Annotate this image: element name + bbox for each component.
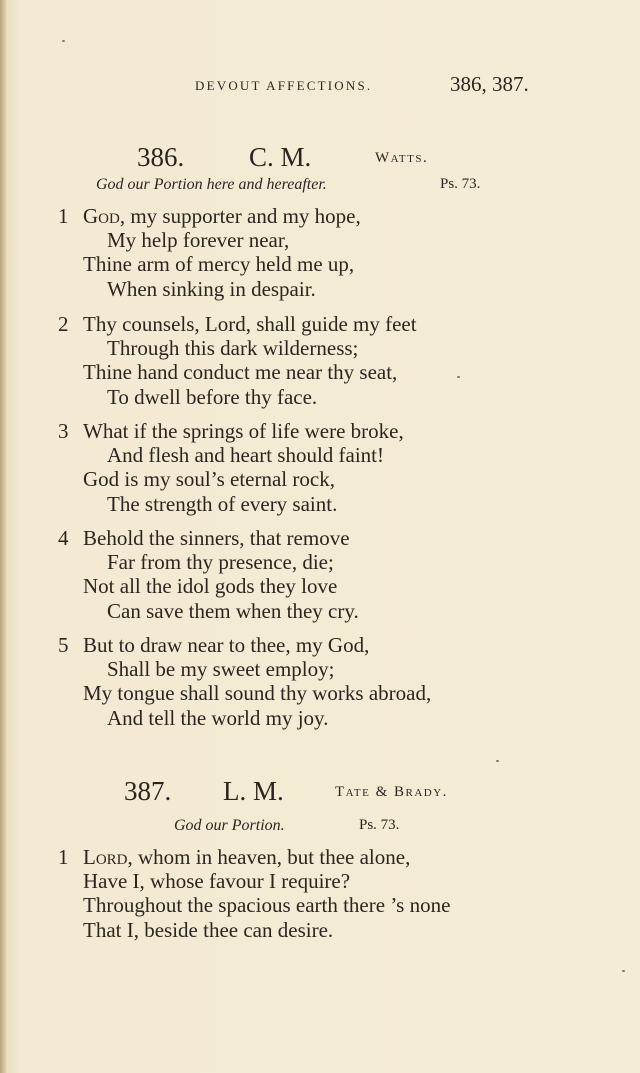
running-head	[195, 72, 545, 96]
hymn-meter: C. M.	[249, 142, 312, 172]
hymn-386-subtitle-row	[96, 176, 516, 196]
verse-line-text: Behold the sinners, that remove	[83, 526, 350, 550]
paper-speck	[62, 40, 65, 42]
running-head-title: DEVOUT AFFECTIONS.	[195, 78, 373, 93]
verse-line-text: And flesh and heart should faint!	[107, 443, 385, 468]
verse-line-text: But to draw near to thee, my God,	[83, 633, 370, 657]
verse-line-text: Can save them when they cry.	[107, 598, 359, 623]
hymn-author: Tate & Brady.	[335, 784, 448, 800]
hymn-author: Watts.	[375, 150, 429, 166]
hymn-387-subtitle-row	[174, 817, 434, 837]
verse-line-text: Shall be my sweet employ;	[107, 657, 335, 682]
verse-line-text: Thine hand conduct me near thy seat,	[83, 360, 398, 385]
verse-line-text: And tell the world my joy.	[107, 705, 329, 730]
verse-number: 1	[58, 204, 69, 228]
psalm-reference: Ps. 73.	[440, 176, 481, 192]
hymn-meter: L. M.	[223, 776, 284, 806]
page-spine-shadow	[0, 0, 6, 1073]
running-head-page-numbers: 386, 387.	[450, 72, 529, 96]
verse-line-text: Through this dark wilderness;	[107, 336, 359, 361]
verse-line-text: That I, beside thee can desire.	[83, 917, 334, 942]
verse-line-text: My help forever near,	[107, 228, 290, 253]
verse-line-text: Thy counsels, Lord, shall guide my feet	[83, 312, 417, 336]
hymn-386-header	[137, 142, 457, 176]
verse-number: 4	[58, 526, 69, 550]
psalm-reference: Ps. 73.	[359, 817, 400, 833]
verse-line-text: When sinking in despair.	[107, 276, 316, 301]
paper-speck	[496, 760, 499, 762]
verse-line-text: What if the springs of life were broke,	[83, 419, 404, 443]
hymn-number: 386.	[137, 142, 185, 172]
verse-line-text: God is my soul’s eternal rock,	[83, 467, 335, 492]
first-word: God	[83, 204, 120, 228]
verse-line-text: Thine arm of mercy held me up,	[83, 252, 355, 277]
verse-number: 2	[58, 312, 69, 336]
verse-number: 3	[58, 419, 69, 443]
verse-line-text: My tongue shall sound thy works abroad,	[83, 681, 432, 706]
hymn-subtitle: God our Portion.	[174, 817, 285, 834]
verse-line-text: To dwell before thy face.	[107, 384, 318, 409]
paper-speck	[622, 970, 625, 972]
verse-line-text: Not all the idol gods they love	[83, 574, 338, 599]
hymn-number: 387.	[124, 776, 172, 806]
verse-line-text: , my supporter and my hope,	[119, 204, 361, 228]
verse-number: 5	[58, 633, 69, 657]
verse-line-text: The strength of every saint.	[107, 491, 338, 516]
paper-speck	[457, 376, 460, 378]
verse-line-text: Have I, whose favour I require?	[83, 869, 351, 894]
verse-line-text: , whom in heaven, but thee alone,	[127, 845, 411, 869]
first-word: Lord	[83, 845, 128, 869]
verse-number: 1	[58, 845, 69, 869]
verse-line-text: Throughout the spacious earth there ’s none	[83, 893, 451, 918]
hymn-387-header	[124, 776, 484, 810]
hymn-subtitle: God our Portion here and hereafter.	[96, 176, 327, 193]
verse-line-text: Far from thy presence, die;	[107, 550, 334, 575]
